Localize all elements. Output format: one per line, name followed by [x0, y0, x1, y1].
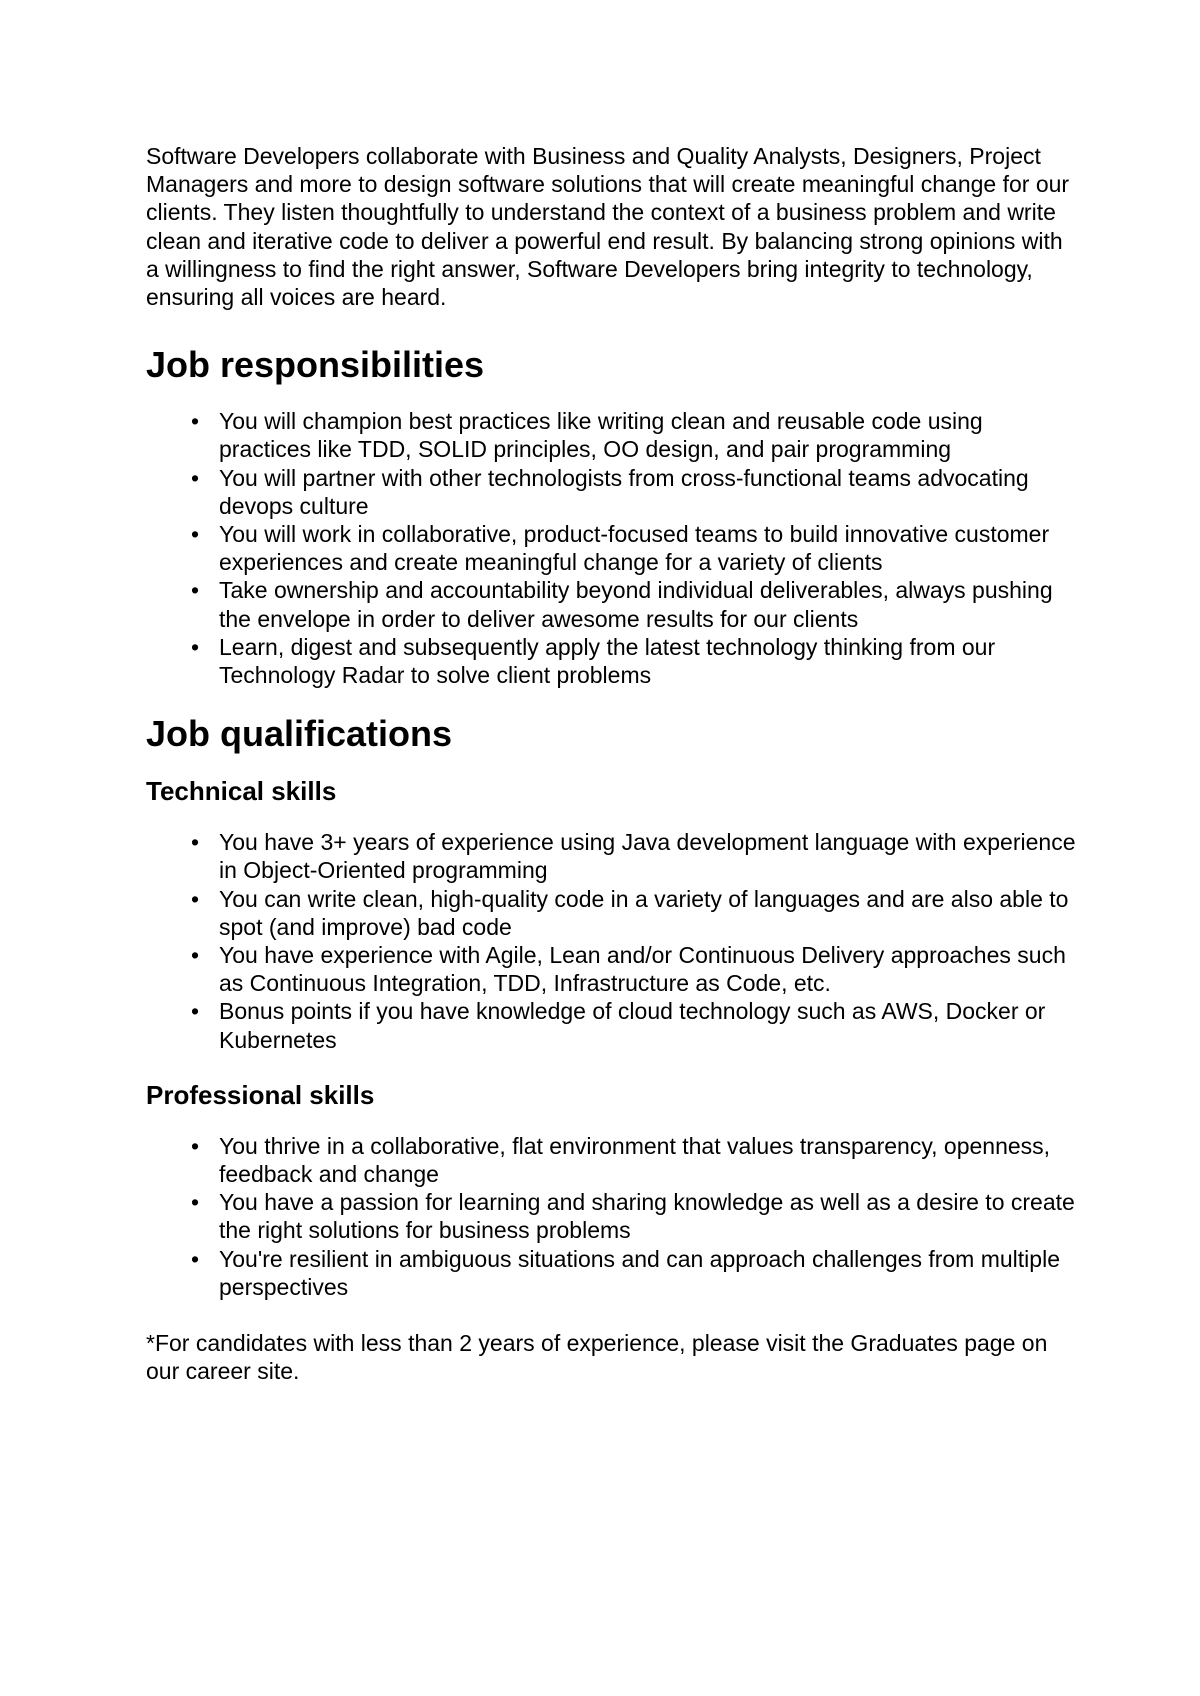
list-item: [146, 576, 1076, 632]
bullet-icon: •: [190, 998, 200, 1025]
intro-paragraph: Software Developers collaborate with Business and Quality Analysts, Designers, Project Managers and more to design software solutions that will create meaningful change for our clients. They listen thoughtfully to understand the context of a business problem and write clean and iterative code to deliver a powerful end result. By balancing strong opinions with a willingness to find the right answer, Software Developers bring integrity to technology, ensuring all voices are heard.: [146, 143, 1070, 311]
list-item-text: You're resilient in ambiguous situations and can approach challenges from multiple perspectives: [219, 1245, 1060, 1300]
list-item: [146, 997, 1076, 1053]
list-item-text: You will champion best practices like writing clean and reusable code using practices like TDD, SOLID principles, OO design, and pair programming: [219, 408, 983, 463]
list-item-text: You have experience with Agile, Lean and/or Continuous Delivery approaches such as Continuous Integration, TDD, Infrastructure as Code, etc.: [219, 942, 1066, 997]
footnote: *For candidates with less than 2 years of experience, please visit the Graduates page on our career site.: [146, 1330, 1048, 1385]
list-item: [146, 520, 1076, 576]
bullet-icon: •: [190, 464, 200, 491]
list-item-text: Take ownership and accountability beyond individual deliverables, always pushing the envelope in order to deliver awesome results for our clients: [219, 577, 1053, 632]
list-item: [146, 633, 1076, 689]
document-page: [146, 142, 1076, 1386]
bullet-icon: •: [190, 408, 200, 435]
list-item: [146, 1132, 1076, 1188]
list-item: [146, 885, 1076, 941]
list-item: [146, 1245, 1076, 1301]
bullet-icon: •: [190, 1189, 200, 1216]
technical-skills-heading: Technical skills: [146, 776, 337, 807]
list-item: [146, 941, 1076, 997]
list-item-text: Learn, digest and subsequently apply the latest technology thinking from our Technology Radar to solve client problems: [219, 633, 996, 689]
list-item: [146, 464, 1076, 520]
bullet-icon: •: [190, 829, 200, 856]
bullet-icon: •: [190, 942, 200, 969]
professional-skills-list: [146, 1132, 1076, 1301]
bullet-icon: •: [190, 1132, 200, 1159]
bullet-icon: •: [190, 521, 200, 548]
qualifications-heading: Job qualifications: [146, 713, 453, 755]
list-item-text: Bonus points if you have knowledge of cloud technology such as AWS, Docker or Kubernetes: [219, 998, 1046, 1053]
list-item-text: You thrive in a collaborative, flat environment that values transparency, openness, feedback and change: [219, 1132, 1051, 1188]
list-item-text: You have a passion for learning and sharing knowledge as well as a desire to create the right solutions for business problems: [219, 1189, 1075, 1244]
bullet-icon: •: [190, 577, 200, 604]
list-item: [146, 407, 1076, 463]
list-item: [146, 1188, 1076, 1244]
list-item-text: You have 3+ years of experience using Java development language with experience in Object-Oriented programming: [219, 829, 1076, 884]
professional-skills-heading: Professional skills: [146, 1079, 375, 1110]
bullet-icon: •: [190, 1245, 200, 1272]
bullet-icon: •: [190, 633, 200, 660]
bullet-icon: •: [190, 885, 200, 912]
responsibilities-heading: Job responsibilities: [146, 344, 485, 386]
list-item-text: You will work in collaborative, product-focused teams to build innovative customer experiences and create meaningful change for a variety of clients: [219, 521, 1050, 576]
list-item-text: You can write clean, high-quality code in a variety of languages and are also able to spot (and improve) bad code: [219, 885, 1069, 940]
responsibilities-list: [146, 407, 1076, 689]
list-item: [146, 828, 1076, 884]
technical-skills-list: [146, 828, 1076, 1054]
list-item-text: You will partner with other technologists from cross-functional teams advocating devops culture: [219, 464, 1029, 519]
